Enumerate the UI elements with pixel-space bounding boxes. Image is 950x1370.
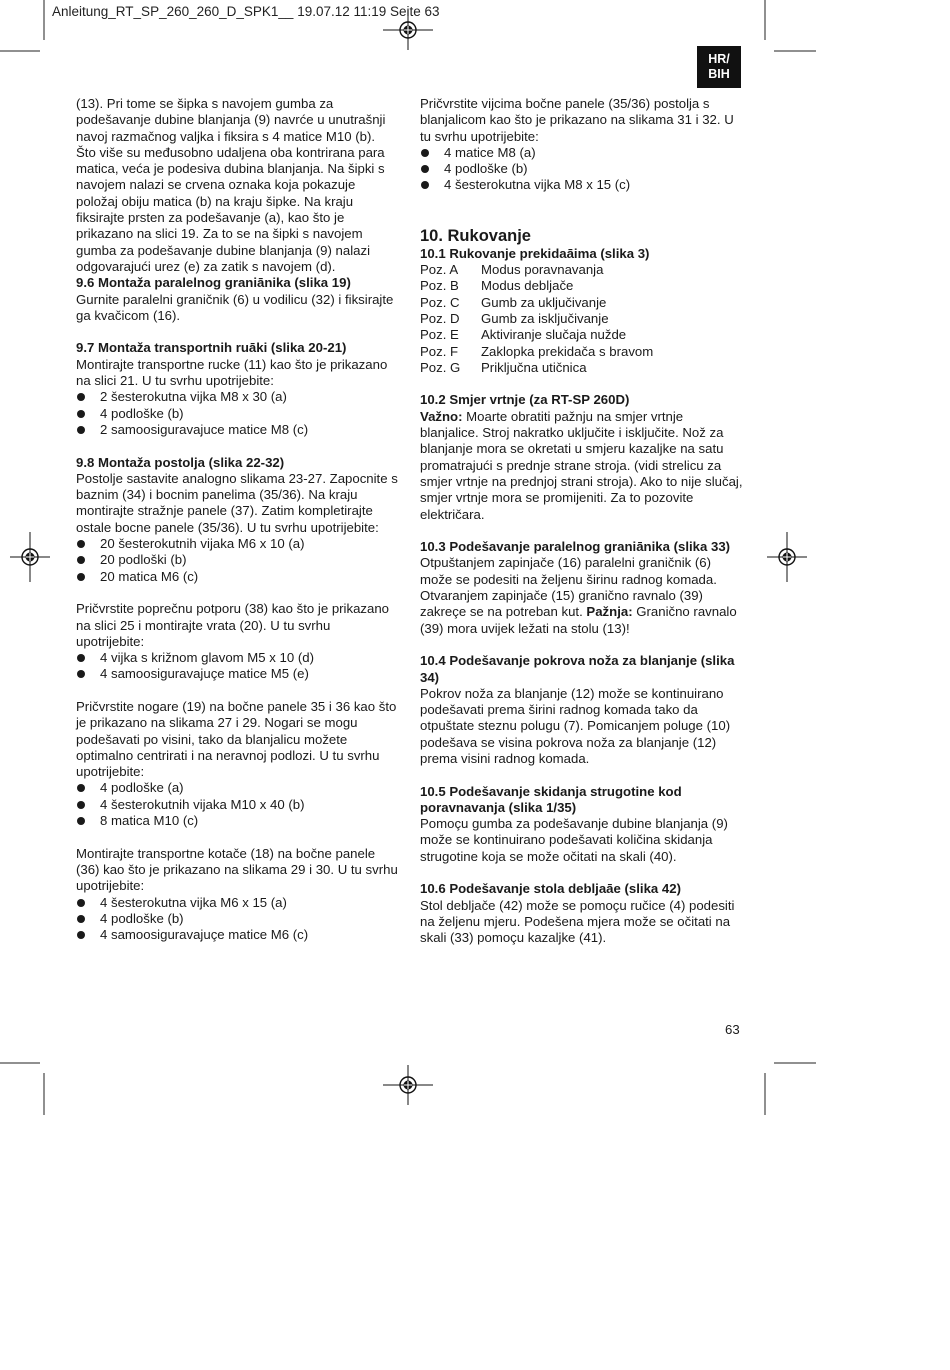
list-item: 20 šesterokutnih vijaka M6 x 10 (a) [76,536,398,552]
print-header: Anleitung_RT_SP_260_260_D_SPK1__ 19.07.12 11:19 Seite 63 [52,4,440,19]
list-item: 2 šesterokutna vijka M8 x 30 (a) [76,389,398,405]
paragraph: Pričvrstite vijcima bočne panele (35/36) postolja s blanjalicom kao što je prikazano na slikama 31 i 32. U tu svrhu upotrijebite: [420,96,734,144]
registration-mark-top [383,10,433,50]
wheels-paragraph [76,846,398,944]
switch-position-row [420,344,745,360]
list-item: 4 šesterokutna vijka M8 x 15 (c) [420,177,745,193]
paragraph: Gurnite paralelni graničnik (6) u vodilicu (32) i fiksirajte ga kvačicom (16). [76,291,394,323]
language-badge-line-1: HR/ [708,52,730,66]
bullet-list [76,780,398,829]
registration-mark-left [10,532,50,582]
list-item: 4 podloške (b) [420,161,745,177]
section-heading: 10.1 Rukovanje prekidaāima (slika 3) [420,245,650,261]
section-heading: 10.4 Podešavanje pokrova noža za blanjanje (slika 34) [420,653,735,685]
section-heading: 10.2 Smjer vrtnje (za RT-SP 260D) [420,392,630,408]
section-9-8 [76,455,398,585]
paragraph: Pričvrstite poprečnu potporu (38) kao što je prikazano na slici 25 i montirajte vrata (20). U tu svrhu upotrijebite: [76,601,389,649]
switch-position-row [420,262,745,278]
position-value: Priključna utičnica [481,359,587,375]
list-item: 20 podloški (b) [76,552,398,568]
paragraph [420,555,745,636]
list-item: 4 šesterokutnih vijaka M10 x 40 (b) [76,797,398,813]
paragraph: Pokrov noža za blanjanje (12) može se kontinuirano podešavati prema širini radnog komada tako da otpuštate steznu polugu (7). Pomicanjem poluge (10) podešava se visina pokrova noža za blanjanje (12) prema visini radnog komada. [420,685,731,766]
language-badge [697,46,741,88]
paragraph [420,409,745,523]
section-10-2 [420,392,745,522]
section-9-7 [76,340,398,438]
page-number: 63 [725,1022,740,1037]
list-item: 2 samoosiguravajuce matice M8 (c) [76,422,398,438]
position-value: Gumb za uključivanje [481,294,607,310]
position-key: Poz. E [420,327,459,343]
switch-position-row [420,360,745,376]
section-heading: 10.5 Podešavanje skidanja strugotine kod poravnavanja (slika 1/35) [420,783,682,815]
paragraph-text: Granično ravnalo (39) mora uvijek ležati na stolu (13)! [420,604,737,636]
paragraph-text: Otpuštanjem zapinjače (16) paralelni graničnik (6) može se podesiti na željenu širinu radnog komada. Otvaranjem zapinjače (15) granično ravnalo (39) zakreçe se na potreban kut. [420,555,717,620]
position-key: Poz. C [420,294,460,310]
position-value: Zaklopka prekidača s bravom [481,343,654,359]
emphasis-label: Važno: [420,408,463,424]
paragraph: Montirajte transportne rucke (11) kao što je prikazano na slici 21. U tu svrhu upotrijebite: [76,356,388,389]
list-item: 4 podloške (a) [76,780,398,796]
paragraph: Postolje sastavite analogno slikama 23-27. Zapocnite s baznim (34) i bocnim panelima (35/36). Na kraju montirajte stražnje panele (37). Zatim kompletirajte ostale bocne panele (35/36). U tu svrhu upotrijebite: [76,470,398,535]
bullet-list [76,536,398,585]
section-heading: 10.6 Podešavanje stola debljaāe (slika 42) [420,881,681,897]
list-item: 4 vijka s križnom glavom M5 x 10 (d) [76,650,398,666]
list-item: 20 matica M6 (c) [76,569,398,585]
list-item: 4 samoosiguravajuçe matice M6 (c) [76,927,398,943]
registration-mark-right [767,532,807,582]
section-10-3 [420,539,745,637]
left-column [76,96,398,943]
bullet-list [76,895,398,944]
chapter-heading: 10. Rukovanje [420,226,531,245]
position-value: Modus debljače [481,278,574,294]
section-10-5 [420,784,745,865]
section-heading: 9.8 Montaža postolja (slika 22-32) [76,454,285,470]
bullet-list [420,145,745,194]
section-10-6 [420,881,745,946]
bullet-list [76,650,398,683]
section-10-4 [420,653,745,767]
position-key: Poz. B [420,278,459,294]
list-item: 4 samoosiguravajuçe matice M5 (e) [76,666,398,682]
section-10-1 [420,246,745,376]
list-item: 8 matica M10 (c) [76,813,398,829]
position-key: Poz. D [420,310,460,326]
position-value: Modus poravnavanja [481,262,604,278]
paragraph: Pomoçu gumba za podešavanje dubine blanjanja (9) može se kontinuirano podešavati količina skidanja strugotine koja se može očitati na skali (40). [420,816,728,864]
switch-position-row [420,278,745,294]
bullet-list [76,389,398,438]
switch-position-row [420,327,745,343]
position-key: Poz. F [420,343,459,359]
list-item: 4 šesterokutna vijka M6 x 15 (a) [76,895,398,911]
switch-position-row [420,311,745,327]
position-key: Poz. G [420,359,461,375]
emphasis-label: Pažnja: [586,604,633,620]
position-value: Gumb za isključivanje [481,310,609,326]
list-item: 4 matice M8 (a) [420,145,745,161]
paragraph-text: Moarte obratiti pažnju na smjer vrtnje blanjalice. Stroj nakratko uključite i isključite. Nož za blanjanje mora se okretati u smjeru kazaljke na satu promatrajući s prednje strane stroja. (vidi strelicu za smjer vrtnje na prednjoj strani stroja). Ako to nije slučaj, smjer vrtnje mora se promijeniti. Za to pozovite električara. [420,408,743,522]
section-heading: 9.7 Montaža transportnih ruāki (slika 20-21) [76,340,347,356]
list-item: 4 podloške (b) [76,911,398,927]
paragraph: Montirajte transportne kotače (18) na bočne panele (36) kao što je prikazano na slikama 29 i 30. U tu svrhu upotrijebite: [76,845,398,894]
section-9-6 [76,275,398,324]
crossbar-paragraph [76,601,398,682]
paragraph: Stol debljače (42) može se pomoçu ručice (4) podesiti na željenu mjeru. Podešena mjera može se očitati na skali (33) pomoçu kazaljke (41). [420,897,735,946]
intro-paragraph: (13). Pri tome se šipka s navojem gumba za podešavanje dubine blanjanja (9) navrće u unutrašnji navoj razmačnog valjka i fiksira s 4 matice M10 (b). Što više su međusobno udaljena oba kontrirana para matica, veća je podesiva dubina blanjanja. Na šipki s navojem nalazi se crvena oznaka koja pokazuje položaj obiju matica (b) na kraju šipke. Na kraju fiksirajte prsten za podešavanje (a), kao što je prikazano na slici 19. Za to se na šipki s navojem gumba za podešavanje dubine blanjanja (9) nalazi odgovarajući urez (e) za zatik s navojem (d). [76,96,386,274]
registration-mark-bottom [383,1065,433,1105]
legs-paragraph [76,699,398,829]
right-intro [420,96,745,194]
language-badge-line-2: BIH [708,67,730,81]
section-heading: 9.6 Montaža paralelnog graniānika (slika 19) [76,275,351,291]
switch-position-row [420,295,745,311]
section-heading: 10.3 Podešavanje paralelnog graniānika (slika 33) [420,539,731,555]
position-value: Aktiviranje slučaja nužde [481,327,627,343]
list-item: 4 podloške (b) [76,406,398,422]
position-key: Poz. A [420,262,459,278]
paragraph: Pričvrstite nogare (19) na bočne panele 35 i 36 kao što je prikazano na slikama 27 i 29. Nogari se mogu podešavati po visini, tako da blanjalicu možete optimalno centrirati i na neravnoj podlozi. U tu svrhu upotrijebite: [76,698,397,780]
right-column [420,96,745,947]
